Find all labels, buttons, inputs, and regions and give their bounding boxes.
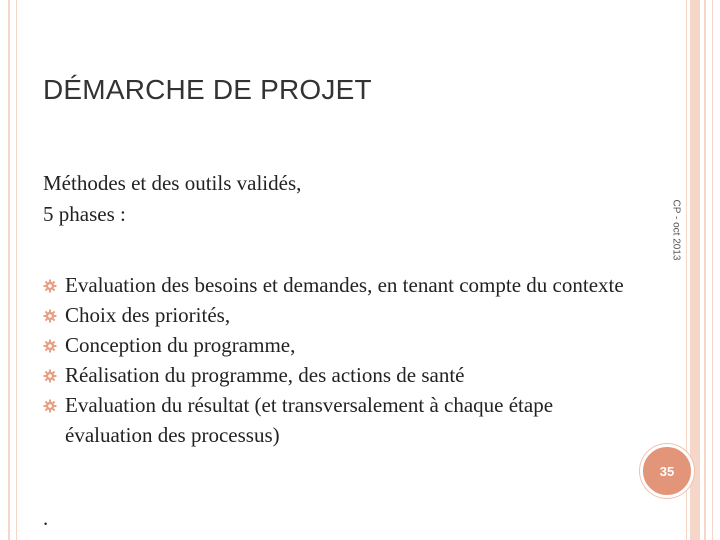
list-item <box>43 390 643 450</box>
side-label <box>668 190 684 270</box>
list-item-text: Réalisation du programme, des actions de santé <box>65 363 465 387</box>
list-item <box>43 330 643 360</box>
list-item-text: Evaluation des besoins et demandes, en tenant compte du contexte <box>65 273 624 297</box>
right-border-line <box>704 0 706 540</box>
intro-line: 5 phases : <box>43 202 126 226</box>
trailing-text: . <box>43 506 49 530</box>
gear-icon <box>43 369 57 383</box>
list-item <box>43 360 643 390</box>
gear-icon <box>43 399 57 413</box>
list-item-text: Conception du programme, <box>65 333 296 357</box>
right-border-line <box>712 0 713 540</box>
gear-icon <box>43 279 57 293</box>
left-border-line <box>16 0 17 540</box>
list-item <box>43 300 643 330</box>
list-item-text: Choix des priorités, <box>65 303 231 327</box>
gear-icon <box>43 309 57 323</box>
page-number-badge: 35 <box>640 444 694 498</box>
list-item <box>43 270 643 300</box>
slide-title: DÉMARCHE DE PROJET <box>43 74 372 105</box>
intro-line: Méthodes et des outils validés, <box>43 171 302 195</box>
left-border-line <box>8 0 10 540</box>
list-item-text: Evaluation du résultat (et transversalement à chaque étape évaluation des processus) <box>65 393 554 447</box>
intro-text <box>43 168 301 230</box>
gear-icon <box>43 339 57 353</box>
phase-list <box>43 270 643 450</box>
side-label-text: CP - oct 2013 <box>670 199 682 261</box>
